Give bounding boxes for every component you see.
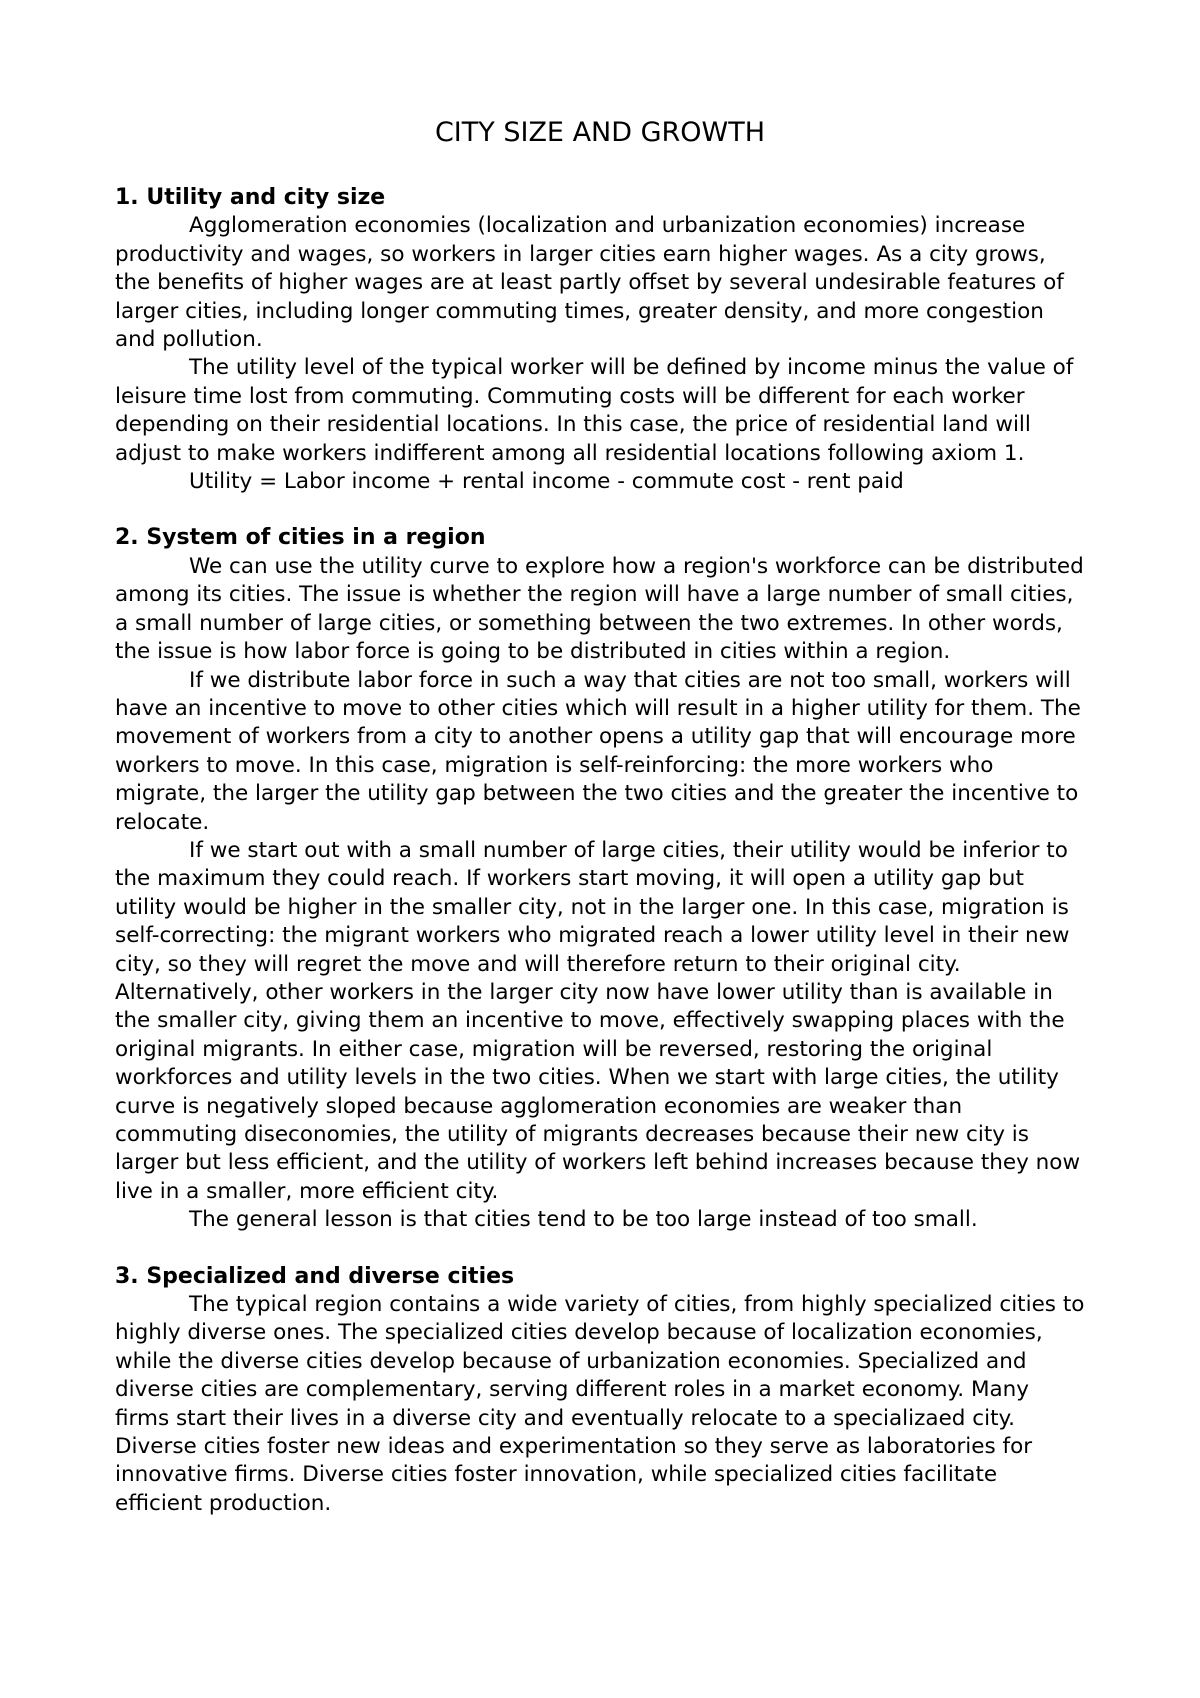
- paragraph: Agglomeration economies (localization and urbanization economies) increase productivity and wages, so workers in larger cities earn higher wages. As a city grows, the benefits of higher wages are at least partly offset by several undesirable features of larger cities, including longer commuting times, greater density, and more congestion and pollution.: [115, 213, 1064, 353]
- section-heading: 3. Specialized and diverse cities: [115, 1263, 515, 1289]
- section-heading: 2. System of cities in a region: [115, 525, 486, 551]
- paragraph: The general lesson is that cities tend to be too large instead of too small.: [189, 1207, 978, 1233]
- section-system-of-cities: [115, 524, 1085, 1234]
- paragraph: We can use the utility curve to explore how a region's workforce can be distributed among its cities. The issue is whether the region will have a large number of small cities, a small number of large cities, or something between the two extremes. In other words, the issue is how labor force is going to be distributed in cities within a region.: [115, 553, 1084, 665]
- paragraph: The utility level of the typical worker will be defined by income minus the value of leisure time lost from commuting. Commuting costs will be different for each worker depending on their residential locations. In this case, the price of residential land will adjust to make workers indifferent among all residential locations following axiom 1.: [115, 355, 1074, 466]
- utility-equation: Utility = Labor income + rental income - commute cost - rent paid: [189, 469, 904, 495]
- paragraph: The typical region contains a wide variety of cities, from highly specialized cities to highly diverse ones. The specialized cities develop because of localization economies, while the diverse cities develop because of urbanization economies. Specialized and diverse cities are complementary, serving different roles in a market economy. Many firms start their lives in a diverse city and eventually relocate to a specializaed city. Diverse cities foster new ideas and experimentation so they serve as laboratories for innovative firms. Diverse cities foster innovation, while specialized cities facilitate efficient production.: [115, 1292, 1085, 1516]
- page-title: CITY SIZE AND GROWTH: [434, 117, 766, 148]
- section-utility-and-city-size: [115, 184, 1085, 496]
- document-body: [115, 184, 1085, 1546]
- section-heading: 1. Utility and city size: [115, 185, 386, 210]
- paragraph: If we distribute labor force in such a way that cities are not too small, workers will have an incentive to move to other cities which will result in a higher utility for them. The movement of workers from a city to another opens a utility gap that will encourage more workers to move. In this case, migration is self-reinforcing: the more workers who migrate, the larger the utility gap between the two cities and the greater the incentive to relocate.: [115, 667, 1081, 835]
- paragraph: If we start out with a small number of large cities, their utility would be inferior to the maximum they could reach. If workers start moving, it will open a utility gap but utility would be higher in the smaller city, not in the larger one. In this case, migration is self-correcting: the migrant workers who migrated reach a lower utility level in their new city, so they will regret the move and will therefore return to their original city. Alternatively, other workers in the larger city now have lower utility than is available in the smaller city, giving them an incentive to move, effectively swapping places with the original migrants. In either case, migration will be reversed, restoring the original workforces and utility levels in the two cities. When we start with large cities, the utility curve is negatively sloped because agglomeration economies are weaker than commuting diseconomies, the utility of migrants decreases because their new city is larger but less efficient, and the utility of workers left behind increases because they now live in a smaller, more efficient city.: [115, 837, 1081, 1204]
- section-specialized-and-diverse-cities: [115, 1263, 1085, 1519]
